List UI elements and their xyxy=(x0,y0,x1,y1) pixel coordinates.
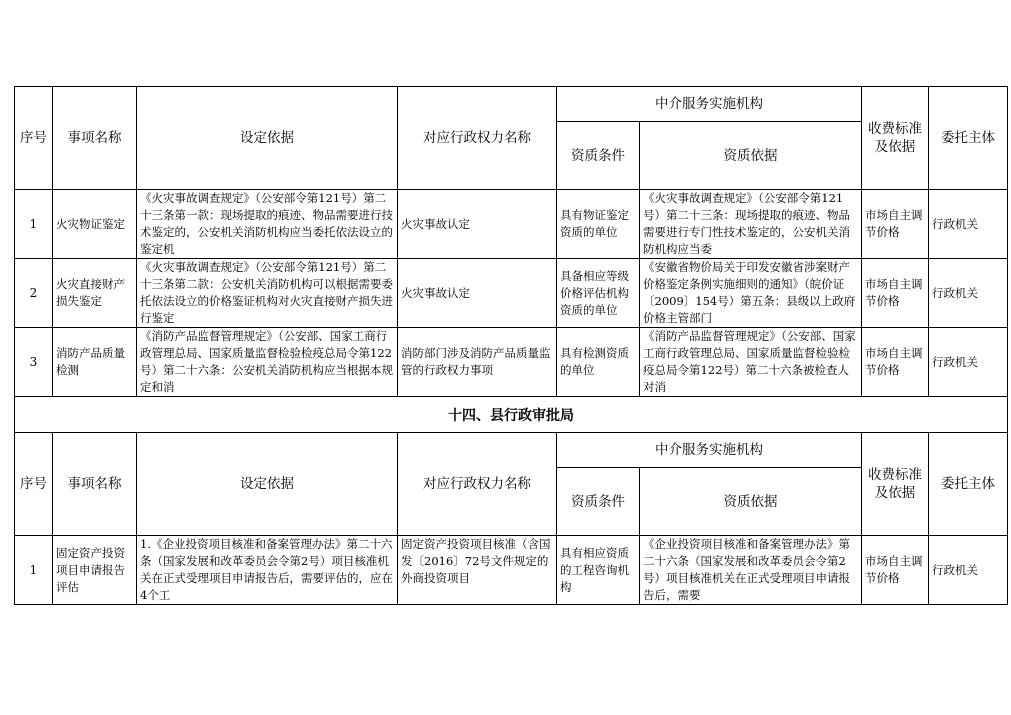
header-entrust: 委托主体 xyxy=(929,87,1008,190)
header-fee: 收费标准及依据 xyxy=(862,87,929,190)
header-qualification: 资质条件 xyxy=(557,122,640,190)
row-power-name: 火灾事故认定 xyxy=(401,285,470,300)
row-power-name: 火灾事故认定 xyxy=(401,216,470,231)
table-row xyxy=(15,328,1008,397)
header-fee: 收费标准及依据 xyxy=(862,433,929,536)
header-basis: 设定依据 xyxy=(137,87,398,190)
row-item-name: 火灾直接财产损失鉴定 xyxy=(56,277,125,308)
header-item-name: 事项名称 xyxy=(53,433,137,536)
row-qualification: 具备相应等级价格评估机构资质的单位 xyxy=(560,268,629,317)
row-qualification: 具有相应资质的工程咨询机构 xyxy=(560,545,629,594)
row-fee: 市场自主调节价格 xyxy=(865,346,923,377)
agency-service-table xyxy=(14,86,1008,605)
row-basis: 《火灾事故调查规定》（公安部令第121号）第二十三条第二款：公安机关消防机构可以根据需要委托依法设立的价格鉴证机构对火灾直接财产损失进行鉴定 xyxy=(140,260,393,325)
row-entrust: 行政机关 xyxy=(932,562,978,577)
row-power-name: 固定资产投资项目核准（含国发〔2016〕72号文件规定的外商投资项目 xyxy=(401,537,551,585)
row-entrust: 行政机关 xyxy=(932,285,978,300)
row-qualification-basis: 《火灾事故调查规定》（公安部令第121号）第二十三条：现场提取的痕迹、物品需要进行专门性技术鉴定的，公安机关消防机构应当委 xyxy=(643,191,850,256)
table-row xyxy=(15,190,1008,259)
row-seq: 1 xyxy=(15,190,53,259)
row-seq: 2 xyxy=(15,259,53,328)
header-power-name: 对应行政权力名称 xyxy=(398,87,557,190)
table-row xyxy=(15,536,1008,605)
row-qualification-basis: 《安徽省物价局关于印发安徽省涉案财产价格鉴定条例实施细则的通知》（皖价证〔2009〕154号）第五条：县级以上政府价格主管部门 xyxy=(643,260,856,325)
row-seq: 1 xyxy=(15,536,53,605)
header-power-name: 对应行政权力名称 xyxy=(398,433,557,536)
row-basis: 《消防产品监督管理规定》（公安部、国家工商行政管理总局、国家质量监督检验检疫总局令第122号）第二十六条：公安机关消防机构应当根据本规定和消 xyxy=(140,329,393,394)
row-basis: 1.《企业投资项目核准和备案管理办法》第二十六条（国家发展和改革委员会令第2号）项目核准机关在正式受理项目申请报告后，需要评估的，应在4个工 xyxy=(140,537,393,602)
row-power-name: 消防部门涉及消防产品质量监管的行政权力事项 xyxy=(401,346,551,377)
row-item-name: 固定资产投资项目申请报告评估 xyxy=(56,545,125,594)
header-qualification-basis: 资质依据 xyxy=(640,468,862,536)
document-page xyxy=(14,86,1007,605)
section-title: 十四、县行政审批局 xyxy=(15,397,1008,433)
row-seq: 3 xyxy=(15,328,53,397)
row-item-name: 消防产品质量检测 xyxy=(56,346,125,377)
row-qualification: 具有物证鉴定资质的单位 xyxy=(560,208,629,239)
table-row xyxy=(15,259,1008,328)
row-fee: 市场自主调节价格 xyxy=(865,208,923,239)
row-qualification-basis: 《消防产品监督管理规定》（公安部、国家工商行政管理总局、国家质量监督检验检疫总局令第122号）第二十六条被检查人对消 xyxy=(643,329,856,394)
row-qualification-basis: 《企业投资项目核准和备案管理办法》第二十六条（国家发展和改革委员会令第2号）项目核准机关在正式受理项目申请报告后，需要 xyxy=(643,537,850,602)
header-basis: 设定依据 xyxy=(137,433,398,536)
row-entrust: 行政机关 xyxy=(932,216,978,231)
row-entrust: 行政机关 xyxy=(932,354,978,369)
header-entrust: 委托主体 xyxy=(929,433,1008,536)
header-qualification-basis: 资质依据 xyxy=(640,122,862,190)
header-item-name: 事项名称 xyxy=(53,87,137,190)
header-seq: 序号 xyxy=(15,87,53,190)
row-fee: 市场自主调节价格 xyxy=(865,554,923,585)
header-seq: 序号 xyxy=(15,433,53,536)
row-fee: 市场自主调节价格 xyxy=(865,277,923,308)
row-item-name: 火灾物证鉴定 xyxy=(56,216,125,231)
row-qualification: 具有检测资质的单位 xyxy=(560,346,629,377)
header-agency-group: 中介服务实施机构 xyxy=(557,87,862,122)
row-basis: 《火灾事故调查规定》（公安部令第121号）第二十三条第一款：现场提取的痕迹、物品需要进行技术鉴定的，公安机关消防机构应当委托依法设立的鉴定机 xyxy=(140,191,393,256)
header-agency-group: 中介服务实施机构 xyxy=(557,433,862,468)
header-qualification: 资质条件 xyxy=(557,468,640,536)
